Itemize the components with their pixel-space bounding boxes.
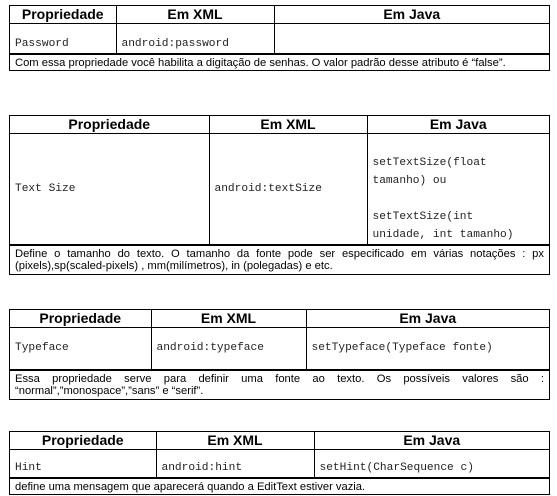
- header-xml: Em XML: [116, 6, 274, 23]
- java-method: [367, 133, 549, 244]
- java-method-line: unidade, int tamanho): [372, 228, 514, 241]
- property-table-typeface: [9, 309, 550, 400]
- property-table-text-size: [9, 115, 550, 275]
- property-description: define uma mensagem que aparecerá quando a EditText estiver vazia.: [10, 478, 549, 495]
- property-name: Typeface: [10, 327, 151, 369]
- property-name: Password: [10, 23, 116, 53]
- java-method: setTypeface(Typeface fonte): [306, 327, 549, 369]
- xml-attribute: android:hint: [156, 449, 314, 477]
- header-property: Propriedade: [10, 6, 116, 23]
- header-xml: Em XML: [209, 116, 367, 133]
- java-method-line: tamanho) ou: [372, 174, 447, 187]
- property-name: Hint: [10, 449, 156, 477]
- property-table-password: [9, 5, 550, 71]
- header-java: Em Java: [306, 310, 549, 327]
- java-method: [274, 23, 549, 53]
- header-property: Propriedade: [10, 432, 156, 449]
- xml-attribute: android:textSize: [209, 133, 367, 244]
- header-xml: Em XML: [151, 310, 306, 327]
- java-method-line: setTextSize(int: [372, 210, 474, 223]
- java-method: setHint(CharSequence c): [314, 449, 549, 477]
- property-name: Text Size: [10, 133, 209, 244]
- header-property: Propriedade: [10, 310, 151, 327]
- xml-attribute: android:typeface: [151, 327, 306, 369]
- header-java: Em Java: [367, 116, 549, 133]
- header-java: Em Java: [274, 6, 549, 23]
- property-table-hint: [9, 431, 550, 495]
- xml-attribute: android:password: [116, 23, 274, 53]
- property-description: Define o tamanho do texto. O tamanho da fonte pode ser especificado em várias notações : px (pixels),sp(scaled-pixels) , mm(milímetros), in (polegadas) e etc.: [10, 245, 549, 274]
- property-description: Com essa propriedade você habilita a digitação de senhas. O valor padrão desse atributo é “false”.: [10, 54, 549, 71]
- property-description: Essa propriedade serve para definir uma fonte ao texto. Os possíveis valores são : “normal”,”monospace”,”sans” e “serif”.: [10, 370, 549, 399]
- header-java: Em Java: [314, 432, 549, 449]
- header-xml: Em XML: [156, 432, 314, 449]
- header-property: Propriedade: [10, 116, 209, 133]
- java-method-line: setTextSize(float: [372, 156, 487, 169]
